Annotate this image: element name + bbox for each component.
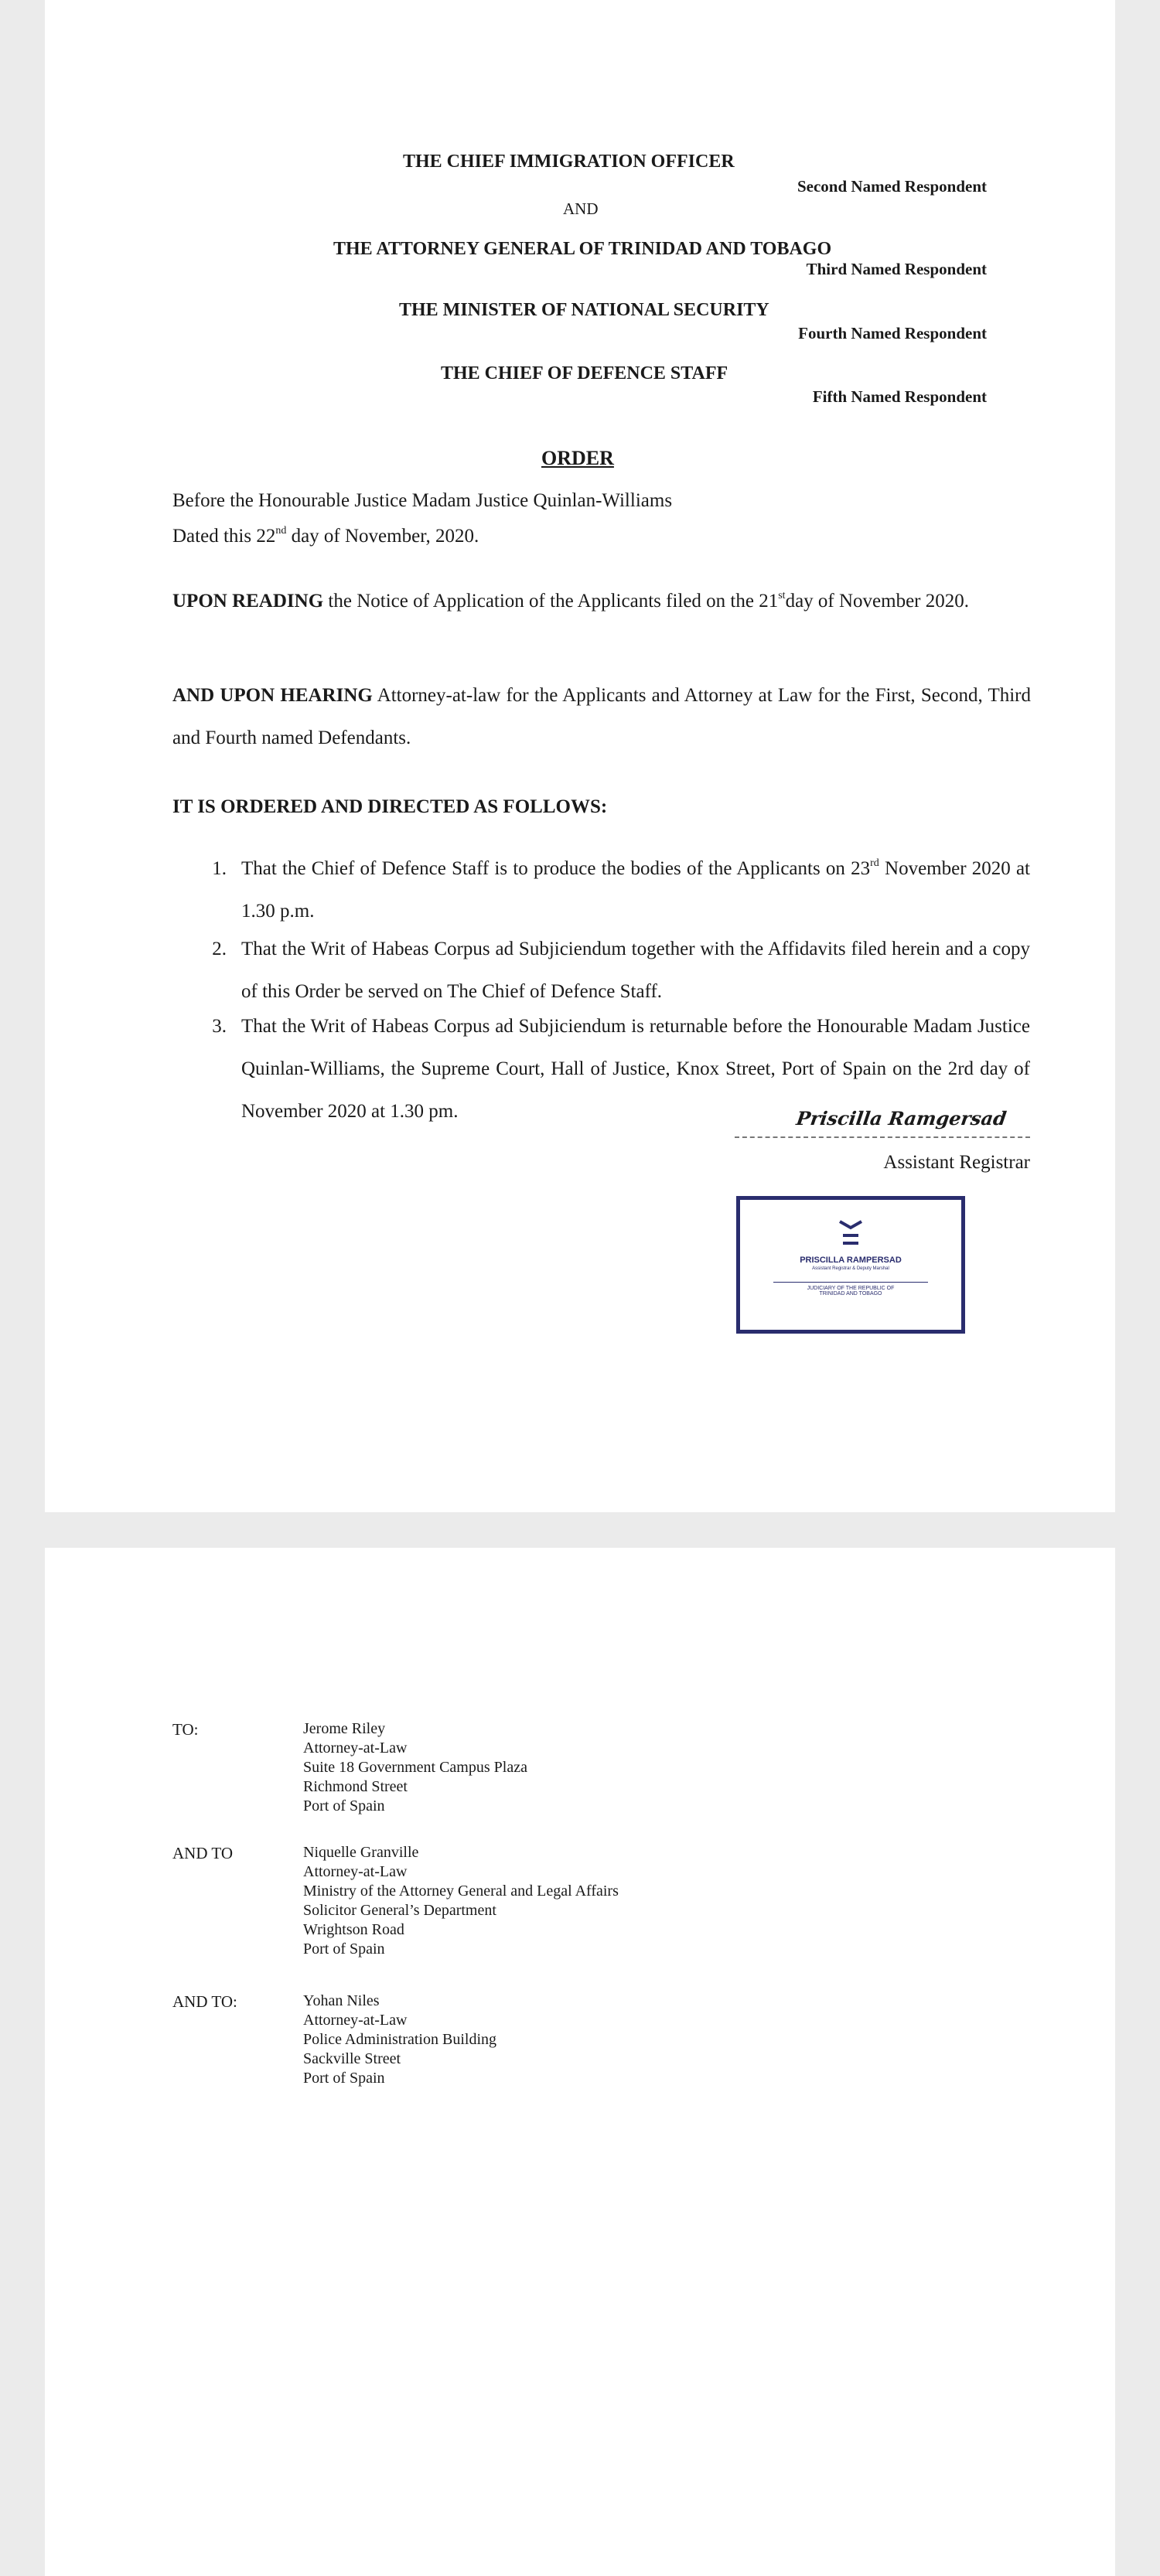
party-fourth-name: THE MINISTER OF NATIONAL SECURITY	[399, 300, 769, 320]
registrar-stamp	[736, 1196, 965, 1334]
party-second-role: Second Named Respondent	[797, 177, 987, 196]
order-item-2-number: 2.	[212, 939, 227, 959]
recipient-3-address	[303, 1992, 496, 2088]
stamp-line-2: TRINIDAD AND TOBAGO	[819, 1291, 882, 1297]
ordered-heading: IT IS ORDERED AND DIRECTED AS FOLLOWS:	[172, 796, 608, 817]
party-third-role: Third Named Respondent	[806, 260, 987, 278]
party-third-name: THE ATTORNEY GENERAL OF TRINIDAD AND TOBAGO	[333, 239, 832, 259]
signature-line	[735, 1136, 1030, 1138]
recipient-2-line: Solicitor General’s Department	[303, 1902, 496, 1919]
stamp-divider	[773, 1282, 928, 1283]
party-second-name: THE CHIEF IMMIGRATION OFFICER	[403, 152, 735, 172]
stamp-emblem-icon	[835, 1217, 866, 1249]
order-item-2-text: That the Writ of Habeas Corpus ad Subjiciendum together with the Affidavits filed herein and a copy of this Order be served on The Chief of Defence Staff.	[241, 939, 1030, 1002]
recipient-2-line: Attorney-at-Law	[303, 1863, 408, 1880]
recipient-3-line: Police Administration Building	[303, 2031, 496, 2048]
party-fifth-name: THE CHIEF OF DEFENCE STAFF	[441, 363, 728, 383]
registrar-signature: Priscilla Ramgersad	[794, 1107, 1008, 1130]
recipient-1-label: TO:	[172, 1720, 199, 1739]
recipient-1-address	[303, 1719, 527, 1816]
recipient-1-line: Suite 18 Government Campus Plaza	[303, 1759, 527, 1776]
order-item-3-text: That the Writ of Habeas Corpus ad Subjiciendum is returnable before the Honourable Madam Justice Quinlan-Williams, the Supreme Court, Hall of Justice, Knox Street, Port of Spain on the 2rd day of November 2020 at 1.30 pm.	[241, 1016, 1030, 1122]
party-fifth-role: Fifth Named Respondent	[812, 387, 987, 406]
order-title: ORDER	[541, 447, 614, 469]
and-separator: AND	[563, 199, 599, 218]
recipient-3-line: Attorney-at-Law	[303, 2012, 408, 2029]
order-item-1-number: 1.	[212, 858, 227, 879]
recipient-1-line: Attorney-at-Law	[303, 1739, 408, 1757]
signature-title: Assistant Registrar	[883, 1152, 1030, 1173]
recipient-1-line: Port of Spain	[303, 1797, 385, 1814]
recipient-2-line: Niquelle Granville	[303, 1844, 419, 1861]
recipient-3-line: Sackville Street	[303, 2050, 401, 2067]
recipient-3-line: Port of Spain	[303, 2070, 385, 2087]
document-page-1	[45, 0, 1115, 1512]
stamp-subtitle: Assistant Registrar & Deputy Marshal	[812, 1266, 889, 1271]
stamp-line-1: JUDICIARY OF THE REPUBLIC OF	[807, 1286, 895, 1291]
stamp-name: PRISCILLA RAMPERSAD	[800, 1256, 902, 1265]
recipient-3-label: AND TO:	[172, 1992, 237, 2011]
before-line: Before the Honourable Justice Madam Justice Quinlan-Williams	[172, 490, 673, 511]
recipient-2-address	[303, 1843, 619, 1959]
dated-line: Dated this 22nd day of November, 2020.	[172, 524, 479, 547]
order-item-1-text: That the Chief of Defence Staff is to produce the bodies of the Applicants on 23rd November 2020 at 1.30 p.m.	[241, 857, 1031, 922]
order-item-3-number: 3.	[212, 1016, 227, 1037]
recipient-1-line: Jerome Riley	[303, 1720, 386, 1737]
recipient-2-line: Ministry of the Attorney General and Legal Affairs	[303, 1883, 619, 1900]
party-fourth-role: Fourth Named Respondent	[798, 324, 987, 342]
recipient-2-line: Wrightson Road	[303, 1921, 404, 1938]
recipient-2-line: Port of Spain	[303, 1941, 385, 1958]
document-page-2	[45, 1548, 1115, 2576]
upon-hearing-paragraph: AND UPON HEARING Attorney-at-law for the Applicants and Attorney at Law for the First, Second, Third and Fourth named Defendants.	[172, 685, 1031, 748]
recipient-2-label: AND TO	[172, 1844, 233, 1862]
recipient-1-line: Richmond Street	[303, 1778, 408, 1795]
recipient-3-line: Yohan Niles	[303, 1992, 380, 2009]
upon-reading-paragraph: UPON READING the Notice of Application of the Applicants filed on the 21stday of November 2020.	[172, 589, 970, 612]
